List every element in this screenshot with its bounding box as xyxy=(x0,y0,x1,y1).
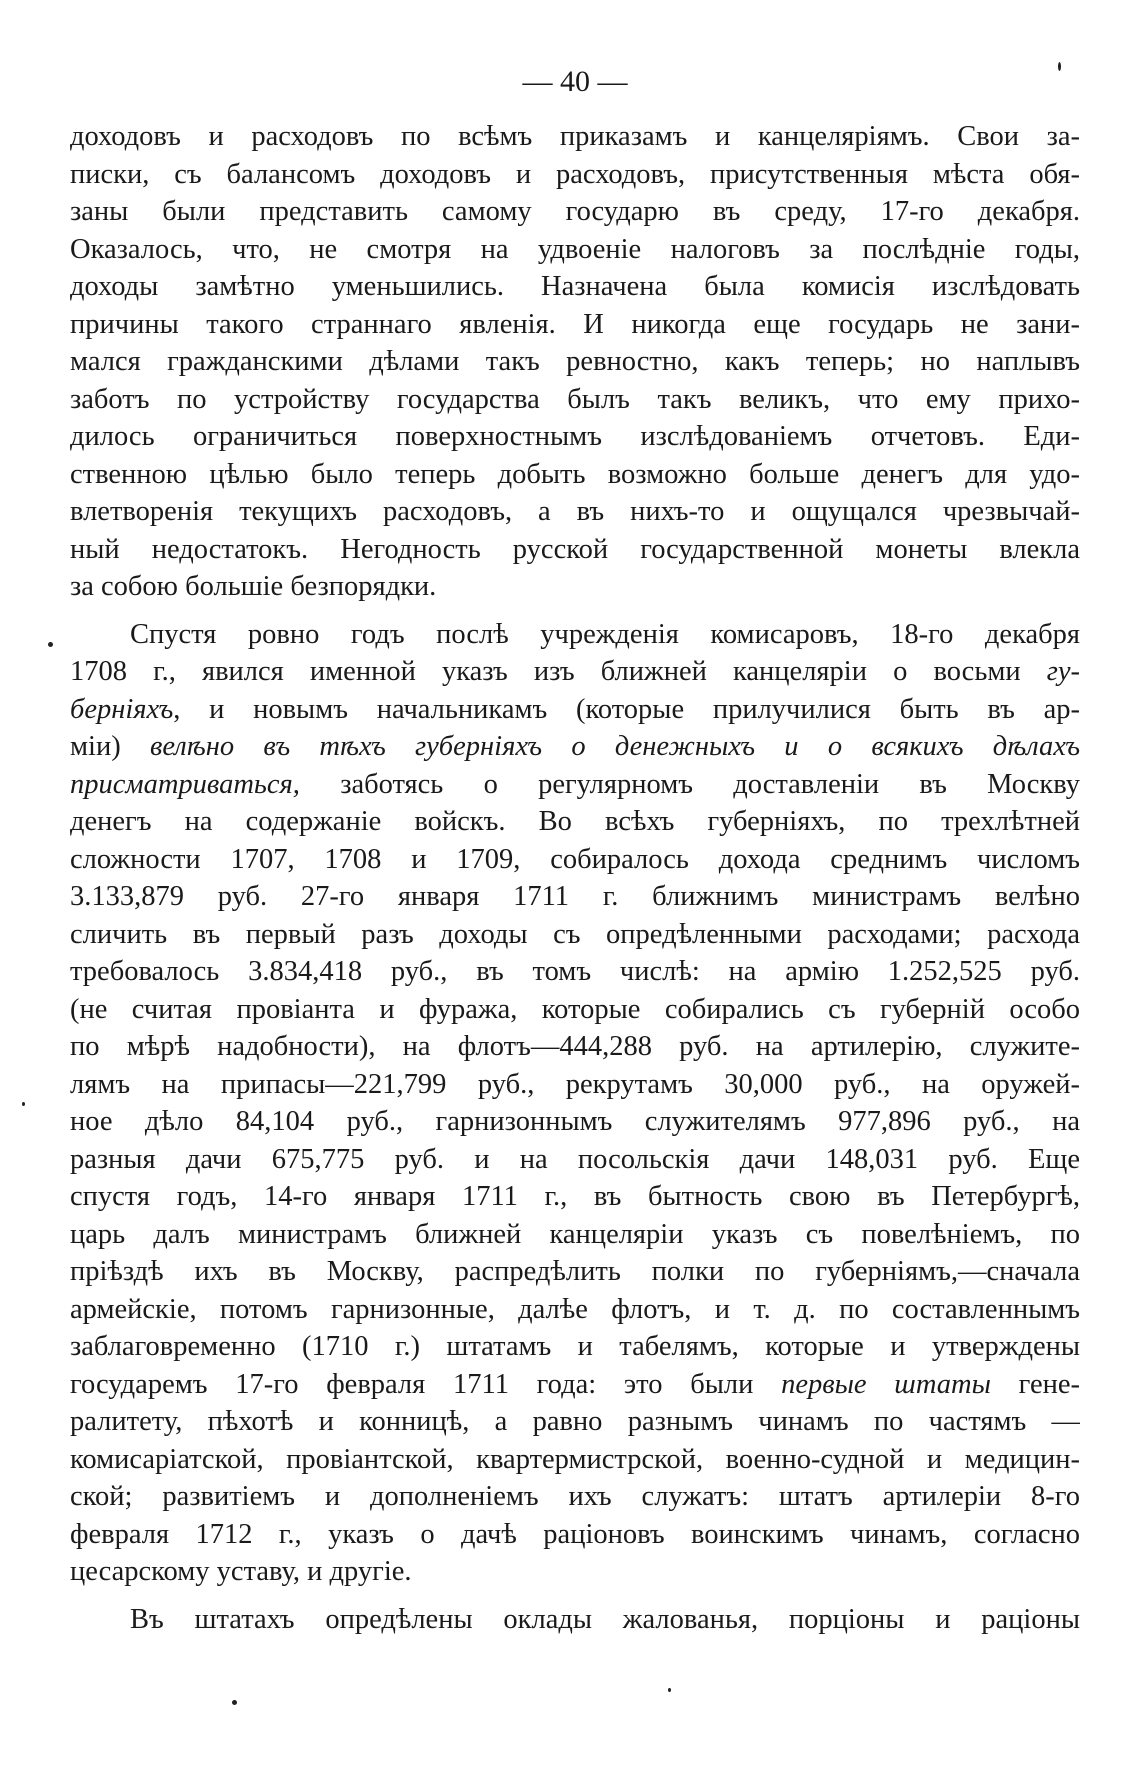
italic-run: гу- xyxy=(1046,656,1080,687)
text-line xyxy=(70,691,1080,729)
text-line: цесарскому уставу, и другіе. xyxy=(70,1556,412,1587)
text-line: комисаріатской, провіантской, квартермистрской, военно-судной и медицин- xyxy=(70,1443,1080,1475)
scan-speck xyxy=(1058,62,1061,71)
text-line: ный недостатокъ. Негодность русской государственной монеты влекла xyxy=(70,533,1080,565)
text-line: февраля 1712 г., указъ о дачѣ раціоновъ воинскимъ чинамъ, согласно xyxy=(70,1518,1080,1550)
text-line: ное дѣло 84,104 руб., гарнизоннымъ служителямъ 977,896 руб., на xyxy=(70,1106,1080,1137)
text-line: мался гражданскими дѣлами такъ ревностно, какъ теперь; но наплывъ xyxy=(70,346,1080,377)
text-line: причины такого страннаго явленія. И никогда еще государь не зани- xyxy=(70,308,1080,340)
scan-speck xyxy=(668,1688,671,1692)
italic-run: присматриваться, xyxy=(70,768,341,800)
text-line: спустя годъ, 14-го января 1711 г., въ бытность свою въ Петербургѣ, xyxy=(70,1181,1080,1212)
text-line: ственною цѣлью было теперь добыть возможно больше денегъ для удо- xyxy=(70,458,1080,490)
text-run: міи) xyxy=(70,731,150,762)
text-run: заботясь о регулярномъ доставленіи въ Москву xyxy=(340,768,1080,800)
text-line: заботъ по устройству государства былъ такъ великъ, что ему прихо- xyxy=(70,383,1080,415)
text-line: писки, съ балансомъ доходовъ и расходовъ, присутственныя мѣста обя- xyxy=(70,158,1080,190)
scan-speck xyxy=(232,1700,237,1705)
text-run: гене- xyxy=(990,1368,1080,1400)
paragraph-1 xyxy=(70,118,1080,606)
text-line: дилось ограничиться поверхностнымъ изслѣдованіемъ отчетовъ. Еди- xyxy=(70,421,1080,452)
page-number: — 40 — xyxy=(522,65,628,98)
text-line: сличить въ первый разъ доходы съ опредѣленными расходами; расхода xyxy=(70,918,1080,950)
text-line: ской; развитіемъ и дополненіемъ ихъ служатъ: штатъ артилеріи 8-го xyxy=(70,1481,1080,1512)
paragraph-3 xyxy=(70,1601,1080,1639)
text-line xyxy=(70,1366,1080,1404)
text-line: Спустя ровно годъ послѣ учрежденія комисаровъ, 18-го декабря xyxy=(130,618,1080,650)
text-line: Оказалось, что, не смотря на удвоеніе налоговъ за послѣдніе годы, xyxy=(70,233,1080,265)
scan-speck xyxy=(22,1102,25,1106)
text-line xyxy=(70,728,1080,766)
document-page xyxy=(70,62,1080,1638)
italic-run: первые штаты xyxy=(781,1368,991,1400)
text-line: денегъ на содержаніе войскъ. Во всѣхъ губерніяхъ, по трехлѣтней xyxy=(70,806,1080,837)
text-run: , и новымъ начальникамъ (которые прилучилися быть въ ар- xyxy=(173,693,1080,725)
text-line: (не считая провіанта и фуража, которые собирались съ губерній особо xyxy=(70,993,1080,1025)
text-line: Въ штатахъ опредѣлены оклады жалованья, порціоны и раціоны xyxy=(130,1603,1080,1635)
text-line: ралитету, пѣхотѣ и конницѣ, а равно разнымъ чинамъ по частямъ — xyxy=(70,1406,1080,1437)
text-line: царь далъ министрамъ ближней канцеляріи указъ съ повелѣніемъ, по xyxy=(70,1218,1080,1250)
text-line: за собою большіе безпорядки. xyxy=(70,571,437,602)
text-run: государемъ 17-го февраля 1711 года: это были xyxy=(70,1368,782,1400)
paragraph-2 xyxy=(70,616,1080,1591)
text-line: пріѣздѣ ихъ въ Москву, распредѣлить полки по губерніямъ,—сначала xyxy=(70,1256,1080,1287)
scan-speck xyxy=(48,642,53,647)
text-line: доходовъ и расходовъ по всѣмъ приказамъ и канцеляріямъ. Свои за- xyxy=(70,121,1080,152)
text-line xyxy=(70,766,1080,804)
text-line: влетворенія текущихъ расходовъ, а въ нихъ-то и ощущался чрезвычай- xyxy=(70,496,1080,527)
text-line: заблаговременно (1710 г.) штатамъ и табелямъ, которые и утверждены xyxy=(70,1331,1080,1362)
text-line: по мѣрѣ надобности), на флотъ—444,288 руб. на артилерію, служите- xyxy=(70,1031,1080,1062)
text-line: сложности 1707, 1708 и 1709, собиралось дохода среднимъ числомъ xyxy=(70,843,1080,875)
text-line: армейскіе, потомъ гарнизонные, далѣе флотъ, и т. д. по составленнымъ xyxy=(70,1293,1080,1325)
text-line xyxy=(70,653,1080,691)
italic-run: берніяхъ xyxy=(70,693,174,725)
text-line: 3.133,879 руб. 27-го января 1711 г. ближнимъ министрамъ велѣно xyxy=(70,881,1080,912)
text-line: доходы замѣтно уменьшились. Назначена была комисія изслѣдовать xyxy=(70,271,1080,302)
text-line: заны были представить самому государю въ среду, 17-го декабря. xyxy=(70,196,1080,227)
text-line: лямъ на припасы—221,799 руб., рекрутамъ 30,000 руб., на оружей- xyxy=(70,1068,1080,1100)
text-line: требовалось 3.834,418 руб., въ томъ числѣ: на армію 1.252,525 руб. xyxy=(70,956,1080,987)
text-run: 1708 г., явился именной указъ изъ ближней канцеляріи о восьми xyxy=(70,656,1047,687)
italic-run: велѣно въ тѣхъ губерніяхъ о денежныхъ и о всякихъ дѣлахъ xyxy=(149,731,1080,762)
text-line: разныя дачи 675,775 руб. и на посольскія дачи 148,031 руб. Еще xyxy=(70,1143,1080,1175)
